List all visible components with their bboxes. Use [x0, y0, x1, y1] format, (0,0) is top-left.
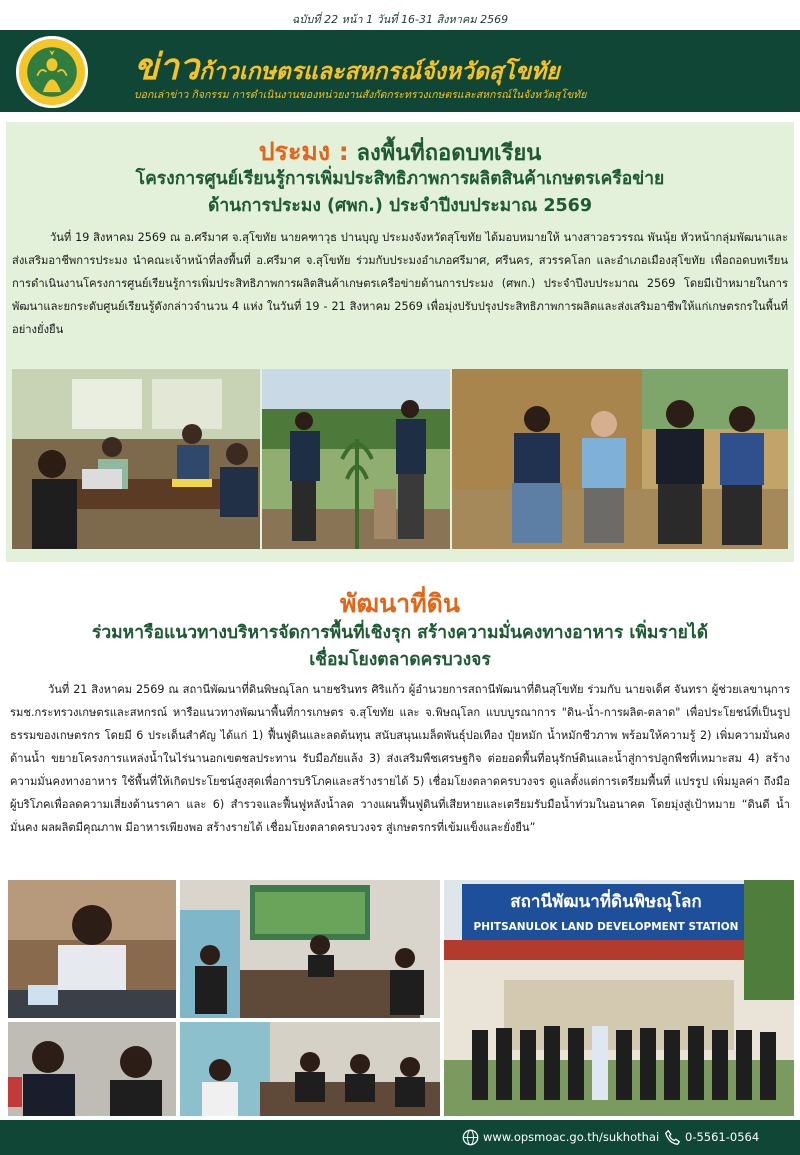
photo-field-visit	[262, 369, 450, 549]
globe-icon	[462, 1129, 479, 1146]
fisheries-headline-line2: ด้านการประมง (ศพก.) ประจำปีงบประมาณ 2569	[207, 196, 593, 216]
land-dev-headline-line2: เชื่อมโยงตลาดครบวงจร	[309, 650, 491, 670]
station-sign-english: PHITSANULOK LAND DEVELOPMENT STATION	[473, 921, 739, 933]
masthead-title-rest: ก้าวเกษตรและสหกรณ์จังหวัดสุโขทัย	[199, 59, 560, 85]
photo-meeting-table	[180, 880, 440, 1018]
footer-phone-text[interactable]: 0-5561-0564	[685, 1130, 760, 1144]
land-dev-title: พัฒนาที่ดิน	[340, 589, 460, 618]
fisheries-title-rest: ลงพื้นที่ถอดบทเรียน	[348, 141, 542, 166]
photo-meeting-room	[12, 369, 260, 549]
footer-website-text[interactable]: www.opsmoac.go.th/sukhothai	[483, 1130, 660, 1144]
footer-website[interactable]	[462, 1129, 659, 1146]
ministry-logo	[16, 36, 88, 108]
land-dev-headline	[0, 620, 800, 674]
masthead	[0, 30, 800, 112]
station-sign-thai: สถานีพัฒนาที่ดินพิษณุโลก	[510, 892, 702, 912]
photo-speaker-2	[8, 1022, 176, 1116]
photo-meeting-group	[180, 1022, 440, 1116]
photo-station-group	[444, 880, 794, 1116]
photo-speaker-1	[8, 880, 176, 1018]
land-dev-headline-line1: ร่วมหารือแนวทางบริหารจัดการพื้นที่เชิงรุก สร้างความมั่นคงทางอาหาร เพิ่มรายได้	[91, 623, 709, 643]
fisheries-section	[6, 122, 794, 562]
photo-group-hay	[452, 369, 788, 549]
masthead-subtitle: บอกเล่าข่าว กิจกรรม การดำเนินงานของหน่วยงานสังกัดกระทรวงเกษตรและสหกรณ์ในจังหวัดสุโขทัย	[134, 89, 587, 101]
footer-phone[interactable]	[664, 1129, 759, 1146]
issue-line: ฉบับที่ 22 หน้า 1 วันที่ 16-31 สิงหาคม 2569	[291, 13, 509, 26]
fisheries-headline	[6, 166, 794, 220]
fisheries-headline-line1: โครงการศูนย์เรียนรู้การเพิ่มประสิทธิภาพการผลิตสินค้าเกษตรเครือข่าย	[135, 169, 665, 189]
phone-icon	[664, 1129, 681, 1146]
footer-bar	[0, 1120, 800, 1155]
fisheries-body: วันที่ 19 สิงหาคม 2569 ณ อ.ศรีมาศ จ.สุโขทัย นายคฑาวุธ ปานบุญ ประมงจังหวัดสุโขทัย ได้มอบหมายให้ นางสาวอรวรรณ พันนุ้ย หัวหน้ากลุ่มพัฒนาและส่งเสริมอาชีพการประมง นำคณะเจ้าหน้าที่ลงพื้นที่ อ.ศรีมาศ จ.สุโขทัย ร่วมกับประมงอำเภอศรีมาศ, ศรีนคร, สวรรคโลก และอำเภอเมืองสุโขทัย เพื่อถอดบทเรียนการดำเนินงานโครงการศูนย์เรียนรู้การเพิ่มประสิทธิภาพการผลิตสินค้าเกษตรเครือข่ายด้านการประมง (ศพก.) ประจำปีงบประมาณ 2569 โดยมีเป้าหมายในการพัฒนาและยกระดับศูนย์เรียนรู้ดังกล่าวจำนวน 4 แห่ง ในวันที่ 19 - 21 สิงหาคม 2569 เพื่อมุ่งปรับปรุงประสิทธิภาพการผลิตและส่งเสริมอาชีพให้แก่เกษตรกรในพื้นที่อย่างยั่งยืน	[12, 231, 788, 336]
fisheries-title-accent: ประมง :	[258, 137, 349, 166]
masthead-title-big: ข่าว	[134, 47, 200, 88]
land-dev-body: วันที่ 21 สิงหาคม 2569 ณ สถานีพัฒนาที่ดินพิษณุโลก นายชรินทร ศิริแก้ว ผู้อำนวยการสถานีพัฒนาที่ดินสุโขทัย ร่วมกับ นายจเด็ศ จันทรา ผู้ช่วยเลขานุการ รมช.กระทรวงเกษตรและสหกรณ์ หารือแนวทางพัฒนาพื้นที่การเกษตร จ.สุโขทัย และ จ.พิษณุโลก แบบบูรณาการ "ดิน-น้ำ-การผลิต-ตลาด" เพื่อประโยชน์ที่เป็นรูปธรรมของเกษตรกร โดยมี 6 ประเด็นสำคัญ ได้แก่ 1) ฟื้นฟูดินและลดต้นทุน สนับสนุนเมล็ดพันธุ์ปอเทือง ปุ๋ยหมัก น้ำหมักชีวภาพ พร้อมให้ความรู้ 2) เพิ่มความมั่นคงด้านน้ำ ขยายโครงการแหล่งน้ำในไร่นานอกเขตชลประทาน รับมือภัยแล้ง 3) ส่งเสริมพืชเศรษฐกิจ ต่อยอดพื้นที่อนุรักษ์ดินและน้ำสู่การปลูกพืชที่เหมาะสม 4) สร้างความมั่นคงทางอาหาร ใช้พื้นที่ให้เกิดประโยชน์สูงสุดเพื่อการบริโภคและสร้างรายได้ 5) เชื่อมโยงตลาดครบวงจร ดูแลตั้งแต่การเตรียมพื้นที่ แปรรูป เพิ่มมูลค่า ถึงมือผู้บริโภคเพื่อลดความเสี่ยงด้านราคา และ 6) สำรวจและฟื้นฟูหลังน้ำลด วางแผนฟื้นฟูดินที่เสียหายและเตรียมรับมือน้ำท่วมในอนาคต โดยมุ่งสู่เป้าหมาย “ดินดี น้ำมั่นคง ผลผลิตมีคุณภาพ มีอาหารเพียงพอ สร้างรายได้ เชื่อมโยงตลาดครบวงจร สู่เกษตรกรที่เข้มแข็งและยั่งยืน”	[10, 683, 790, 834]
